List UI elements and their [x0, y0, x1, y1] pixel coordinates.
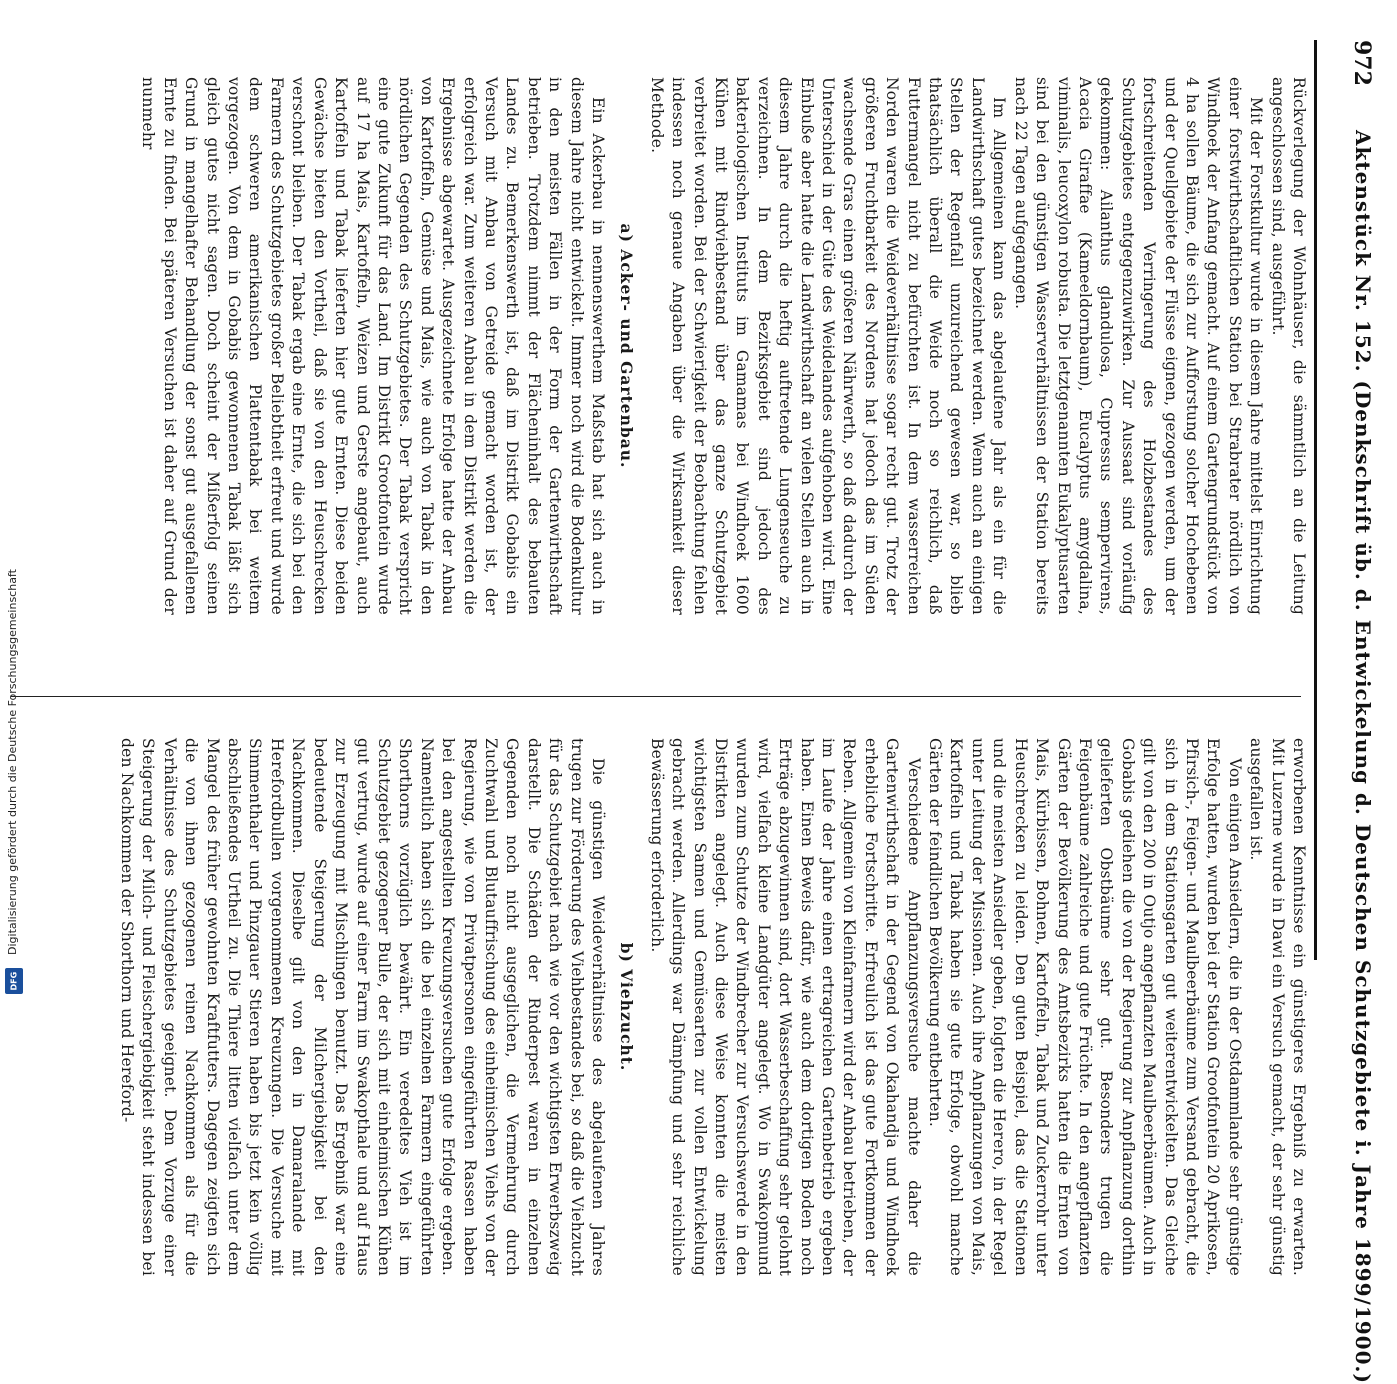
paragraph: Verschiedene Anpflanzungsversuche machte daher die Gartenwirthschaft in der Gegend von Okahandja und Windhoek erhebliche Fortschritte. Erfreulich ist das gute Fortkommen der Reben. Allgemein von Kleinfarmern wird der Anbau betrieben, der im Laufe der Jahre einen ertragreichen Gartenbetrieb ergeben haben. Einen Beweis dafür, wie auch dem dortigen Boden noch Erträge abzugewinnen sind, dort Wasserbeschaffung sehr gelohnt wird, vielfach kleine Landgüter angelegt. Wo in Swakopmund wurden zum Schutze der Windbrecher zur Versuchswerde in den Distrikten angelegt. Auch diese Weise konnten die meisten wichtigsten Samen und Gemüsearten zur vollen Entwickelung gebracht werden. Allerdings war Dämpfung und sehr reichliche Bewässerung erforderlich.: [647, 738, 923, 1277]
paragraph: Ein Ackerbau in nennenswerthem Maßstab hat sich auch in diesem Jahre nicht entwickelt. Immer noch wird die Bodenkultur in den meisten Fällen in der Form der Gartenwirthschaft betrieben. Trotzdem nimmt der Flächeninhalt des bebauten Landes zu. Bemerkenswerth ist, daß im Distrikt Gobabis ein Versuch mit Anbau von Getreide gemacht worden ist, der erfolgreich war. Zum weiteren Anbau in dem Distrikt werden die Ergebnisse abgewartet. Ausgezeichnete Erfolge hatte der Anbau von Kartoffeln, Gemüse und Mais, wie auch von Tabak in den nördlichen Gegenden des Schutzgebietes. Der Tabak verspricht eine gute Zukunft für das Land. Im Distrikt Grootfontein wurde auf 17 ha Mais, Kartoffeln, Weizen und Gerste angebaut, auch Kartoffeln und Tabak lieferten hier gute Ernten. Diese beiden Gewächse bieten den Vortheil, daß sie von den Heuschrecken verschont bleiben. Der Tabak ergab eine Ernte, die sich bei den Farmern des Schutzgebietes großer Beliebtheit erfreut und wurde dem schweren amerikanischen Plattentabak bei weitem vorgezogen. Von dem in Gobabis gewonnenen Tabak läßt sich gleich gutes nicht sagen. Doch scheint der Mißerfolg seinen Grund in mangelhafter Behandlung der sonst gut ausgefallenen Ernte zu finden. Bei späteren Versuchen ist daher auf Grund der nunmehr: [139, 77, 607, 615]
paragraph: Die günstigen Weideverhältnisse des abgelaufenen Jahres trugen zur Förderung des Viehbestandes bei, so daß die Viehzucht für das Schutzgebiet nach wie vor den wichtigsten Erwerbszweig darstellt. Die Schäden der Rinderpest waren in einzelnen Gegenden noch nicht ausgeglichen, die Vermehrung durch Zuchtwahl und Blutauffrischung des einheimischen Viehs von der Regierung, wie von Privatpersonen eingeführten Rassen haben bei den angestellten Kreuzungsversuchen gute Erfolge ergeben. Namentlich haben sich die bei einzelnen Farmern eingeführten Shorthorns vorzüglich bewährt. Ein veredeltes Vieh ist im Schutzgebiet gezogener Bulle, der sich mit einheimischen Kühen gut vertrug, wurde auf einer Farm im Swakopthale und auf Haus zur Erzeugung mit Mischlingen benutzt. Das Ergebniß war eine bedeutende Steigerung der Milchergiebigkeit bei den Nachkommen. Dieselbe gilt von den in Damaralande mit Herefordbullen vorgenommenen Kreuzungen. Die Versuche mit Simmenthaler und Pinzgauer Stieren haben bis jetzt kein völlig abschließendes Urtheil zu. Die Thiere litten vielfach unter dem Mangel des früher gewohnten Kraftfutters. Dagegen zeigten sich die von ihnen gezogenen reinen Nachkommen als für die Verhältnisse des Schutzgebietes geeignet. Dem Vorzuge einer Steigerung der Milch- und Fleischergiebigkeit steht indessen bei den Nachkommen der Shorthorn und Hereford-: [118, 738, 607, 1276]
header-rule: [1314, 40, 1317, 960]
left-column: [137, 77, 1309, 615]
dfg-logo-label: DFG: [9, 971, 19, 991]
paragraph: Von einigen Ansiedlern, die in der Ostdammlande sehr günstige Erfolge hatten, wurden bei der Station Grootfontein 20 Aprikosen, Pfirsich-, Feigen- und Maulbeerbäume zum Versand gebracht, die sich in dem Stationsgarten gut weiterentwickelten. Das Gleiche gilt von den 200 in Outjo angepflanzten Maulbeerbäumen. Auch in Gobabis gediehen die von der Regierung zur Anpflanzung dorthin gelieferten Obstbäume sehr gut. Besonders trugen die Feigenbäume zahlreiche und gute Früchte. In den angepflanzten Gärten der Bevölkerung des Amtsbezirks hatten die Ernten von Mais, Kürbissen, Bohnen, Kartoffeln, Tabak und Zuckerrohr unter Heuschrecken zu leiden. Den guten Beispiel, das die Stationen und die meisten Ansiedler geben, folgten die Herero, in der Regel unter Leitung der Missionen. Auch ihre Anpflanzungen von Mais, Kartoffeln und Tabak haben sie gute Erfolge, obwohl manche Gärten der feindlichen Bevölkerung entbehrten.: [926, 738, 1244, 1276]
paragraph: Im Allgemeinen kann das abgelaufene Jahr als ein für die Landwirthschaft gutes bezeichnet werden. Wenn auch an einigen Stellen der Regenfall unzureichend gewesen war, so blieb thatsächlich überall die Weide noch so reichlich, daß Futtermangel nicht zu befürchten ist. In dem wasserreichen Norden waren die Weideverhältnisse sogar recht gut. Trotz der größeren Fruchtbarkeit des Nordens hat jedoch das im Süden wachsende Gras einen größeren Nährwerth, so daß dadurch der Unterschied in der Güte des Weidelandes aufgehoben wird. Eine Einbuße aber hatte die Landwirthschaft an vielen Stellen auch in diesem Jahre durch die heftig auftretende Lungenseuche zu verzeichnen. In dem Bezirksgebiet sind jedoch des bakteriologischen Instituts im Gamamas bei Windhoek 1600 Kühen mit Rindviehbestand über das ganze Schutzgebiet verbreitet worden. Bei der Schwierigkeit der Beobachtung fehlen indessen noch genaue Angaben über die Wirksamkeit dieser Methode.: [647, 77, 1009, 615]
funding-note: Digitalisierung gefördert durch die Deutsche Forschungsgemeinschaft: [6, 569, 19, 955]
running-title: Aktenstück Nr. 152. (Denkschrift üb. d. Entwickelung d. Deutschen Schutzgebiete i. Jahre 1899/1900.): [1351, 130, 1375, 1384]
page-header: [1319, 40, 1389, 1384]
paragraph: erworbenen Kenntnisse ein günstigeres Ergebniß zu erwarten. Mit Luzerne wurde in Dawi ein Versuch gemacht, der sehr günstig ausgefallen ist.: [1247, 738, 1308, 1276]
digitization-footer: [2, 0, 24, 1000]
right-column: [116, 738, 1309, 1276]
paragraph: Mit der Forstkultur wurde in diesem Jahre mittelst Einrichtung einer forstwirthschaftlichen Station bei Strabrater nördlich von Windhoek der Anfang gemacht. Auf einem Gartengrundstück von 4 ha sollen Bäume, die sich zur Aufforstung solcher Hochebenen und der Quellgebiete der Flüsse eignen, gezogen werden, um der fortschreitenden Verringerung des Holzbestandes des Schutzgebietes entgegenzuwirken. Zur Aussaat sind vorläufig gekommen: Ailanthus glandulosa, Cupressus sempervirens, Acacia Giraffae (Kameeldornbaum), Eucalyptus amygdalina, viminalis, leucoxylon robusta. Die letztgenannten Eukalyptusarten sind bei den günstigen Wasserverhältnissen der Station bereits nach 22 Tagen aufgegangen.: [1011, 77, 1266, 615]
paragraph: Rückverlegung der Wohnhäuser, die sämmtlich an die Leitung angeschlossen sind, ausgeführt.: [1268, 77, 1308, 615]
dfg-logo-icon: [5, 968, 23, 994]
column-divider: [11, 696, 1301, 697]
section-heading-viehzucht: b) Viehzucht.: [617, 942, 637, 1072]
section-heading-acker: a) Acker- und Gartenbau.: [617, 223, 637, 469]
page-number: 972: [1349, 40, 1375, 86]
